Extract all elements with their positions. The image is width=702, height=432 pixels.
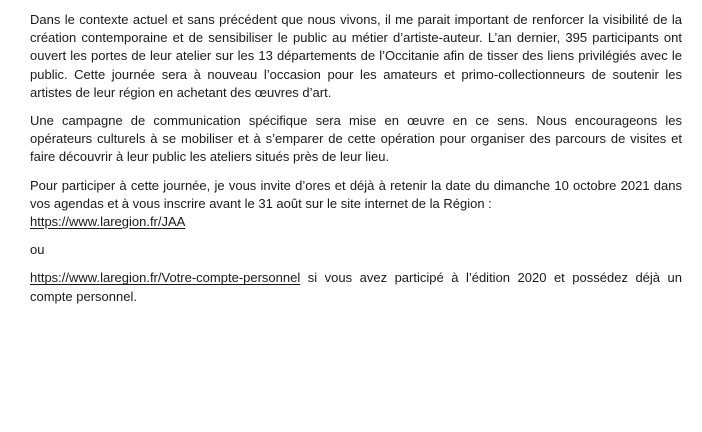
paragraph-intro: Dans le contexte actuel et sans précédent que nous vivons, il me parait important de renforcer la visibilité de la création contemporaine et de sensibiliser le public au métier d’artiste-auteur. L’an dernier, 395 participants ont ouvert les portes de leur atelier sur les 13 départements de l’Occitanie afin de tisser des liens privilégiés avec le public. Cette journée sera à nouveau l’occasion pour les amateurs et primo-collectionneurs de soutenir les artistes de leur région en achetant des œuvres d’art. [30,12,682,100]
separator-text: ou [30,242,45,258]
account-suffix-text: si vous avez participé à l’édition 2020 et possédez déjà un compte personnel. [30,270,682,304]
paragraph-participation [30,177,682,232]
paragraph-account [30,269,682,305]
paragraph-campaign: Une campagne de communication spécifique sera mise en œuvre en ce sens. Nous encourageons les opérateurs culturels à se mobiliser et à s’emparer de cette opération pour organiser des parcours de visites et faire découvrir à leur public les ateliers situés près de leur lieu. [30,113,682,165]
jaa-link[interactable]: https://www.laregion.fr/JAA [30,214,186,230]
account-link[interactable]: https://www.laregion.fr/Votre-compte-personnel [30,270,301,286]
participation-text: Pour participer à cette journée, je vous invite d’ores et déjà à retenir la date du dimanche 10 octobre 2021 dans vos agendas et à vous inscrire avant le 31 août sur le site internet de la Région : [30,177,682,211]
